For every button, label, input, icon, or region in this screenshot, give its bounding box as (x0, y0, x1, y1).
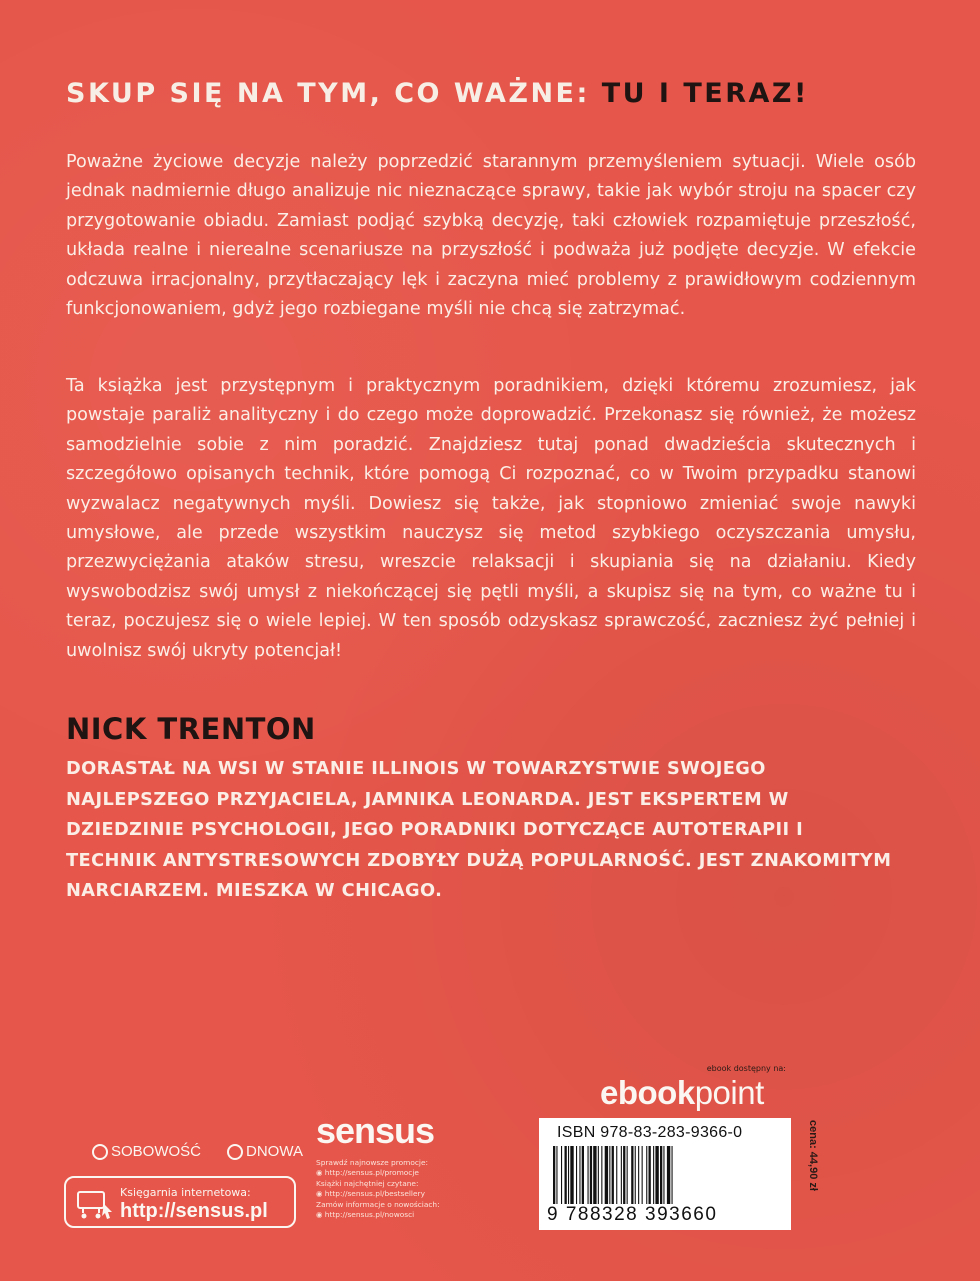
description-paragraph-2: Ta książka jest przystępnym i praktycznym poradnikiem, dzięki któremu zrozumiesz, jak powstaje paraliż analityczny i do czego może doprowadzić. Przekonasz się również, że możesz samodzielnie sobie z nim poradzić. Znajdziesz tutaj ponad dwadzieścia skutecznych i szczegółowo opisanych technik, które pomogą Ci rozpoznać, co w Twoim przypadku stanowi wyzwalacz negatywnych myśli. Dowiesz się także, jak stopniowo zmieniać swoje nawyki umysłowe, ale przede wszystkim nauczysz się metod szybkiego oczyszczania umysłu, przezwyciężania ataków stresu, wreszcie relaksacji i skupiania się na działaniu. Kiedy wyswobodzisz swój umysł z niekończącej się pętli myśli, a skupisz się na tym, co ważne tu i teraz, poczujesz się o wiele lepiej. W ten sposób odzyskasz sprawczość, zaczniesz żyć pełniej i uwolnisz swój ukryty potencjał! (66, 376, 916, 661)
bookstore-url[interactable]: http://sensus.pl (120, 1200, 268, 1222)
ring-icon (227, 1144, 243, 1160)
promo-link[interactable]: ◉ http://sensus.pl/bestsellery (316, 1189, 425, 1199)
price-label: cena: 44,90 zł (807, 1120, 819, 1191)
author-bio: DORASTAŁ NA WSI W STANIE ILLINOIS W TOWARZYSTWIE SWOJEGO NAJLEPSZEGO PRZYJACIELA, JAMNIKA LEONARDA. JEST EKSPERTEM W DZIEDZINIE PSYCHOLOGII, JEGO PORADNIKI DOTYCZĄCE AUTOTERAPII I TECHNIK ANTYSTRESOWYCH ZDOBYŁY DUŻĄ POPULARNOŚĆ. JEST ZNAKOMITYM NARCIARZEM. MIESZKA W CHICAGO. (66, 758, 892, 902)
imprint-name: DNOWA (246, 1143, 303, 1160)
sensus-logo: sensus (316, 1110, 435, 1151)
imprint-odnowa (227, 1143, 303, 1160)
imprint-name: SOBOWOŚĆ (111, 1143, 202, 1160)
ring-icon (92, 1144, 108, 1160)
promo-line: Książki najchętniej czytane: (316, 1178, 419, 1188)
author-name: NICK TRENTON (66, 712, 316, 746)
description-paragraph-1: Poważne życiowe decyzje należy poprzedzić starannym przemyśleniem sytuacji. Wiele osób jednak nadmiernie długo analizuje nic nieznaczące sprawy, takie jak wybór stroju na spacer czy przygotowanie obiadu. Zamiast podjąć szybką decyzję, taki człowiek rozpamiętuje przeszłość, układa realne i nierealne scenariusze na przyszłość i podważa już podjęte decyzje. W efekcie odczuwa irracjonalny, przytłaczający lęk i zaczyna mieć problemy z prawidłowym codziennym funkcjonowaniem, gdyż jego rozbiegane myśli nie chcą się zatrzymać. (66, 152, 916, 320)
barcode-number: 9 788328 393660 (547, 1204, 718, 1225)
barcode-panel (539, 1118, 791, 1230)
promo-line: Sprawdź najnowsze promocje: (316, 1158, 429, 1167)
ebook-label: ebook dostępny na: (706, 1064, 786, 1073)
shopping-cart-icon (74, 1188, 114, 1220)
ebookpoint-logo-light: point (694, 1074, 764, 1111)
promo-links (316, 1158, 516, 1220)
promo-link[interactable]: ◉ http://sensus.pl/promocje (316, 1168, 419, 1178)
ebookpoint-logo-bold: ebook (600, 1074, 695, 1111)
bookstore-badge[interactable] (64, 1176, 296, 1228)
headline-accent: TU I TERAZ! (601, 78, 809, 109)
ebookpoint-logo (600, 1074, 764, 1112)
isbn-text: ISBN 978-83-283-9366-0 (557, 1124, 743, 1141)
headline-main: SKUP SIĘ NA TYM, CO WAŻNE: (66, 78, 602, 109)
bookstore-label: Księgarnia internetowa: (120, 1186, 251, 1199)
barcode-graphic (553, 1146, 777, 1204)
promo-link[interactable]: ◉ http://sensus.pl/nowosci (316, 1210, 415, 1220)
imprint-logos (92, 1143, 329, 1160)
imprint-osobowosc (92, 1143, 201, 1160)
headline (66, 78, 926, 109)
promo-line: Zamów informacje o nowościach: (316, 1199, 440, 1209)
